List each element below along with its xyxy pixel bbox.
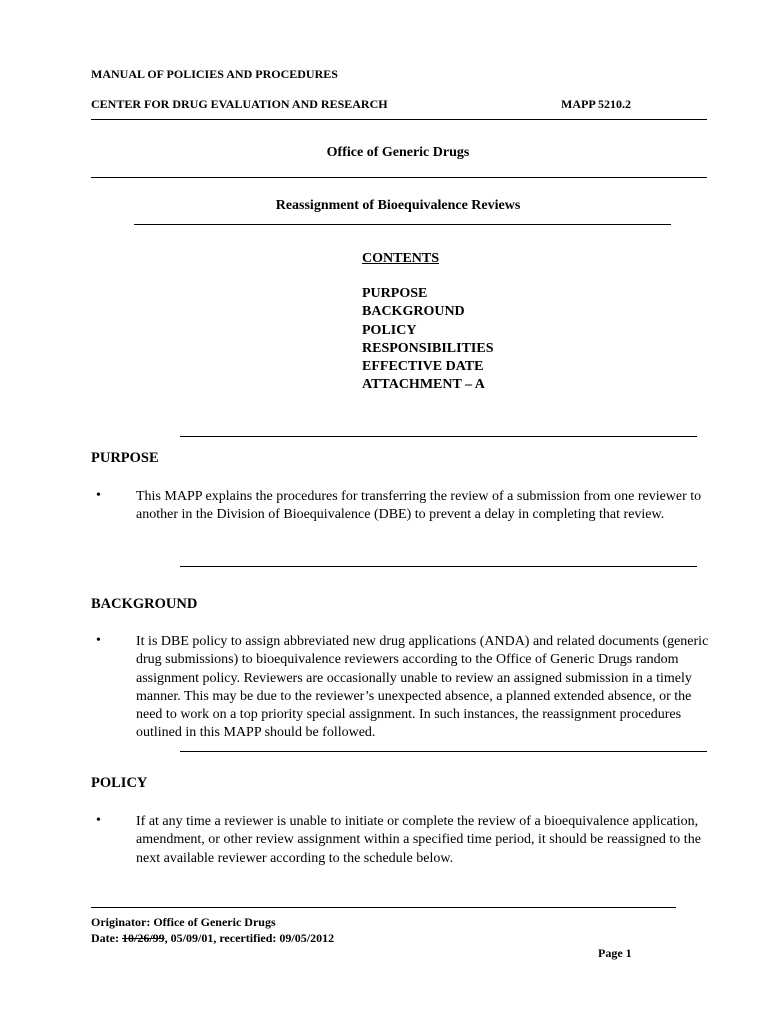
mapp-number: MAPP 5210.2 [561, 97, 631, 111]
header-rule [91, 119, 707, 120]
purpose-bullet: • [96, 488, 101, 503]
footer-block [91, 914, 334, 946]
policy-heading: POLICY [91, 775, 148, 791]
office-title: Office of Generic Drugs [326, 145, 470, 160]
footer-rule [91, 907, 676, 908]
policy-bullet: • [96, 813, 101, 828]
contents-rule [180, 436, 697, 437]
purpose-heading: PURPOSE [91, 450, 159, 466]
purpose-rule [180, 566, 697, 567]
footer-originator: Originator: Office of Generic Drugs [91, 915, 276, 929]
footer-date-label: Date: [91, 931, 122, 945]
background-bullet: • [96, 633, 101, 648]
contents-item-responsibilities: RESPONSIBILITIES [362, 340, 494, 356]
contents-list [362, 250, 494, 394]
page-number: Page 1 [598, 946, 632, 960]
center-name: CENTER FOR DRUG EVALUATION AND RESEARCH [91, 97, 388, 111]
background-rule [180, 751, 707, 752]
manual-title: MANUAL OF POLICIES AND PROCEDURES [91, 67, 338, 81]
purpose-text: This MAPP explains the procedures for transferring the review of a submission from one reviewer to another in the Division of Bioequivalence (DBE) to prevent a delay in completing that review. [136, 489, 702, 523]
contents-heading: CONTENTS [362, 251, 440, 266]
title-rule [134, 224, 671, 225]
contents-item-background: BACKGROUND [362, 304, 465, 320]
contents-item-effective-date: EFFECTIVE DATE [362, 359, 484, 375]
contents-item-purpose: PURPOSE [362, 286, 428, 302]
background-text: It is DBE policy to assign abbreviated new drug applications (ANDA) and related documents (generic drug submissions) to bioequivalence reviewers according to the Office of Generic Drugs random assignment policy. Reviewers are occasionally unable to review an assigned submission in a timely manner. This may be due to the reviewer’s unexpected absence, a planned extended absence, or the need to work on a top priority special assignment. In such instances, the reassignment procedures outlined in this MAPP should be followed. [136, 634, 709, 741]
footer-date-struck: 10/26/99 [121, 931, 165, 945]
contents-item-attachment: ATTACHMENT – A [362, 377, 485, 393]
contents-item-policy: POLICY [362, 322, 417, 338]
background-heading: BACKGROUND [91, 596, 198, 612]
office-rule [91, 177, 707, 178]
document-title: Reassignment of Bioequivalence Reviews [275, 198, 521, 213]
policy-text: If at any time a reviewer is unable to initiate or complete the review of a bioequivalence application, amendment, or other review assignment within a specified time period, it should be reassigned to the next available reviewer according to the schedule below. [136, 814, 701, 866]
footer-date [91, 930, 334, 946]
footer-date-rest: , 05/09/01, recertified: 09/05/2012 [164, 931, 335, 945]
